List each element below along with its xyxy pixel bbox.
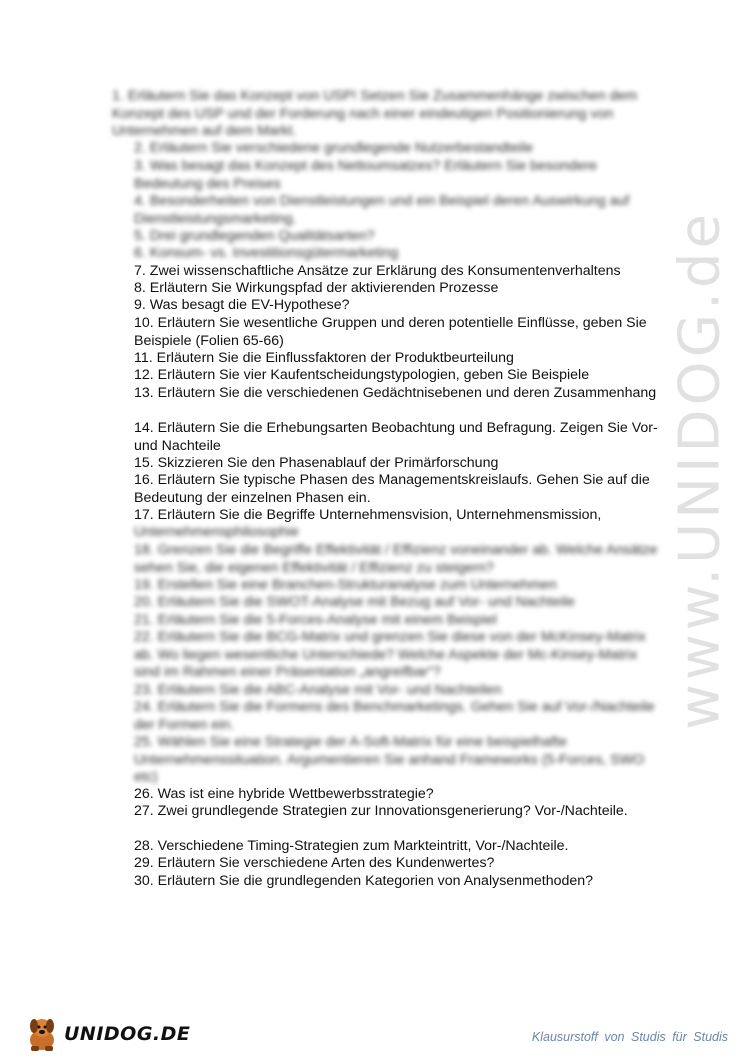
question-item: 14. Erläutern Sie die Erhebungsarten Beobachtung und Befragung. Zeigen Sie Vor- und Nachteile bbox=[134, 420, 658, 454]
question-item: 11. Erläutern Sie die Einflussfaktoren der Produktbeurteilung bbox=[134, 350, 514, 366]
question-item: 17. Erläutern Sie die Begriffe Unternehmensvision, Unternehmensmission, bbox=[134, 507, 602, 523]
question-item: 19. Erstellen Sie eine Branchen-Strukturanalyse zum Unternehmen bbox=[134, 577, 557, 593]
question-item: 5. Drei grundlegenden Qualitätsarten? bbox=[134, 228, 375, 244]
unidog-logo[interactable] bbox=[22, 1014, 190, 1054]
question-item: 27. Zwei grundlegende Strategien zur Innovationsgenerierung? Vor-/Nachteile. bbox=[134, 803, 628, 819]
question-item: 4. Besonderheiten von Dienstleistungen und ein Beispiel deren Auswirkung auf Dienstleistungsmarketing. bbox=[134, 193, 630, 227]
question-item: 18. Grenzen Sie die Begriffe Effektivität / Effizienz voneinander ab. Welche Ansätze sehen Sie, die eigenen Effektivität / Effizienz zu steigern? bbox=[134, 542, 658, 576]
question-item: 3. Was besagt das Konzept des Nettoumsatzes? Erläutern Sie besondere Bedeutung des Preises bbox=[134, 158, 598, 192]
question-item: 9. Was besagt die EV-Hypothese? bbox=[134, 297, 350, 313]
question-item: 30. Erläutern Sie die grundlegenden Kategorien von Analysenmethoden? bbox=[134, 873, 594, 889]
dog-icon bbox=[22, 1014, 62, 1054]
question-item: 26. Was ist eine hybride Wettbewerbsstrategie? bbox=[134, 786, 434, 802]
question-item: 8. Erläutern Sie Wirkungspfad der aktivierenden Prozesse bbox=[134, 280, 499, 296]
question-item: 29. Erläutern Sie verschiedene Arten des Kundenwertes? bbox=[134, 855, 495, 871]
question-item: 1. Erläutern Sie das Konzept von USP! Setzen Sie Zusammenhänge zwischen dem Konzept des USP und der Forderung nach einer eindeutigen Positionierung von Unternehmen auf dem Markt. bbox=[112, 88, 638, 139]
question-item: Unternehmensphilosophie bbox=[134, 524, 299, 540]
question-item: 24. Erläutern Sie die Formens des Benchmarketings. Gehen Sie auf Vor-/Nachteile der Formen ein. bbox=[134, 699, 655, 733]
question-item: 15. Skizzieren Sie den Phasenablauf der Primärforschung bbox=[134, 455, 499, 471]
question-item: 23. Erläutern Sie die ABC-Analyse mit Vor- und Nachteilen bbox=[134, 682, 502, 698]
question-item: 2. Erläutern Sie verschiedene grundlegende Nutzerbestandteile bbox=[134, 140, 534, 156]
question-item: 10. Erläutern Sie wesentliche Gruppen und deren potentielle Einflüsse, geben Sie Beispiele (Folien 65-66) bbox=[134, 315, 647, 349]
logo-text: UNIDOG.DE bbox=[64, 1023, 191, 1045]
question-item: 16. Erläutern Sie typische Phasen des Managementskreislaufs. Gehen Sie auf die Bedeutung der einzelnen Phasen ein. bbox=[134, 472, 650, 506]
footer-tagline: Klausurstoff von Studis für Studis bbox=[531, 1030, 728, 1044]
question-item: 20. Erläutern Sie die SWOT-Analyse mit Bezug auf Vor- und Nachteile bbox=[134, 594, 575, 610]
question-item: 28. Verschiedene Timing-Strategien zum Markteintritt, Vor-/Nachteile. bbox=[134, 838, 569, 854]
question-item: 6. Konsum- vs. Investitionsgütermarketing bbox=[134, 245, 399, 261]
question-item: 22. Erläutern Sie die BCG-Matrix und grenzen Sie diese von der McKinsey-Matrix ab. Wo liegen wesentliche Unterschiede? Welche Aspekte der Mc-Kinsey-Matrix sind im Rahmen einer Präsentation „angreifbar“? bbox=[134, 629, 646, 680]
question-item: 25. Wählen Sie eine Strategie der A-Soft-Matrix für eine beispielhafte Unternehmenssituation. Argumentieren Sie anhand Frameworks (5-Forces, SWO etc) bbox=[134, 734, 645, 785]
question-item: 12. Erläutern Sie vier Kaufentscheidungstypologien, geben Sie Beispiele bbox=[134, 367, 590, 383]
question-item: 13. Erläutern Sie die verschiedenen Gedächtnisebenen und deren Zusammenhang bbox=[134, 385, 657, 401]
question-item: 21. Erläutern Sie die 5-Forces-Analyse mit einem Beispiel bbox=[134, 612, 497, 628]
question-item: 7. Zwei wissenschaftliche Ansätze zur Erklärung des Konsumentenverhaltens bbox=[134, 263, 621, 279]
watermark: www.UNIDOG.de bbox=[667, 210, 733, 730]
